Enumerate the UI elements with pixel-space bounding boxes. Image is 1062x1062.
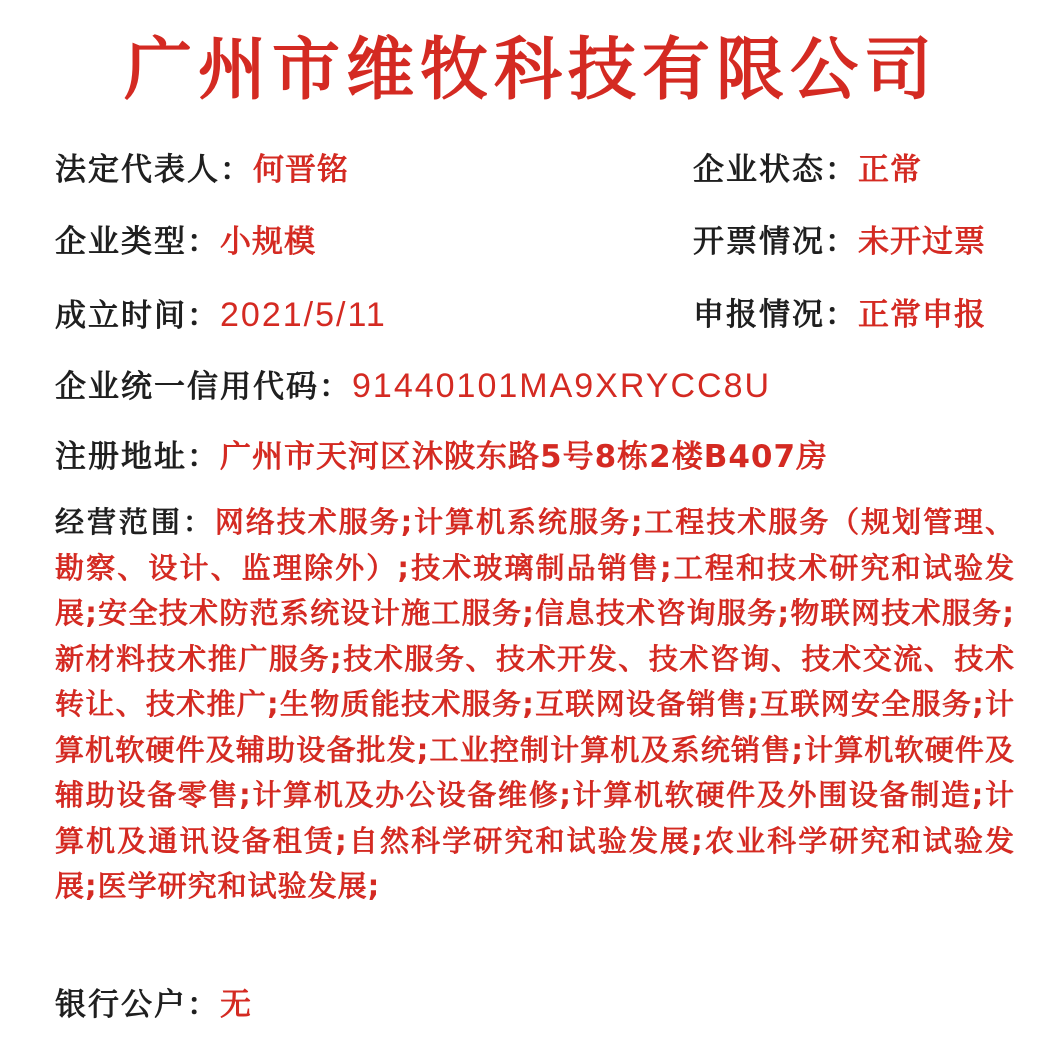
legal-rep-row [55, 150, 349, 190]
legal-rep-value: 何晋铭 [253, 152, 349, 188]
bank-label: 银行公户： [55, 987, 220, 1023]
status-row [693, 150, 922, 190]
legal-rep-label: 法定代表人： [55, 152, 253, 188]
address-value: 广州市天河区沐陂东路5号8栋2楼B407房 [220, 439, 829, 475]
bank-value: 无 [220, 987, 252, 1023]
scope-label: 经营范围： [55, 505, 215, 539]
business-scope [55, 500, 1015, 910]
established-value: 2021/5/11 [220, 296, 387, 334]
address-label: 注册地址： [55, 439, 220, 475]
invoice-value: 未开过票 [858, 224, 986, 260]
invoice-label: 开票情况： [693, 224, 858, 260]
scope-value: 网络技术服务;计算机系统服务;工程技术服务（规划管理、勘察、设计、监理除外）;技术玻璃制品销售;工程和技术研究和试验发展;安全技术防范系统设计施工服务;信息技术咨询服务;物联网技术服务;新材料技术推广服务;技术服务、技术开发、技术咨询、技术交流、技术转让、技术推广;生物质能技术服务;互联网设备销售;互联网安全服务;计算机软硬件及辅助设备批发;工业控制计算机及系统销售;计算机软硬件及辅助设备零售;计算机及办公设备维修;计算机软硬件及外围设备制造;计算机及通讯设备租赁;自然科学研究和试验发展;农业科学研究和试验发展;医学研究和试验发展; [55, 505, 1015, 903]
type-row [55, 222, 316, 262]
status-value: 正常 [858, 152, 922, 188]
tax-report-value: 正常申报 [858, 297, 986, 333]
invoice-row [693, 222, 986, 262]
credit-code-value: 91440101MA9XRYCC8U [352, 367, 772, 405]
bank-row [55, 985, 252, 1025]
tax-report-label: 申报情况： [693, 297, 858, 333]
company-title: 广州市维牧科技有限公司 [123, 31, 938, 110]
type-label: 企业类型： [55, 224, 220, 260]
type-value: 小规模 [220, 224, 316, 260]
status-label: 企业状态： [693, 152, 858, 188]
established-row [55, 295, 387, 336]
credit-code-row [55, 366, 771, 407]
credit-code-label: 企业统一信用代码： [55, 369, 352, 405]
address-row [55, 437, 828, 477]
established-label: 成立时间： [55, 298, 220, 334]
tax-report-row [693, 295, 986, 335]
